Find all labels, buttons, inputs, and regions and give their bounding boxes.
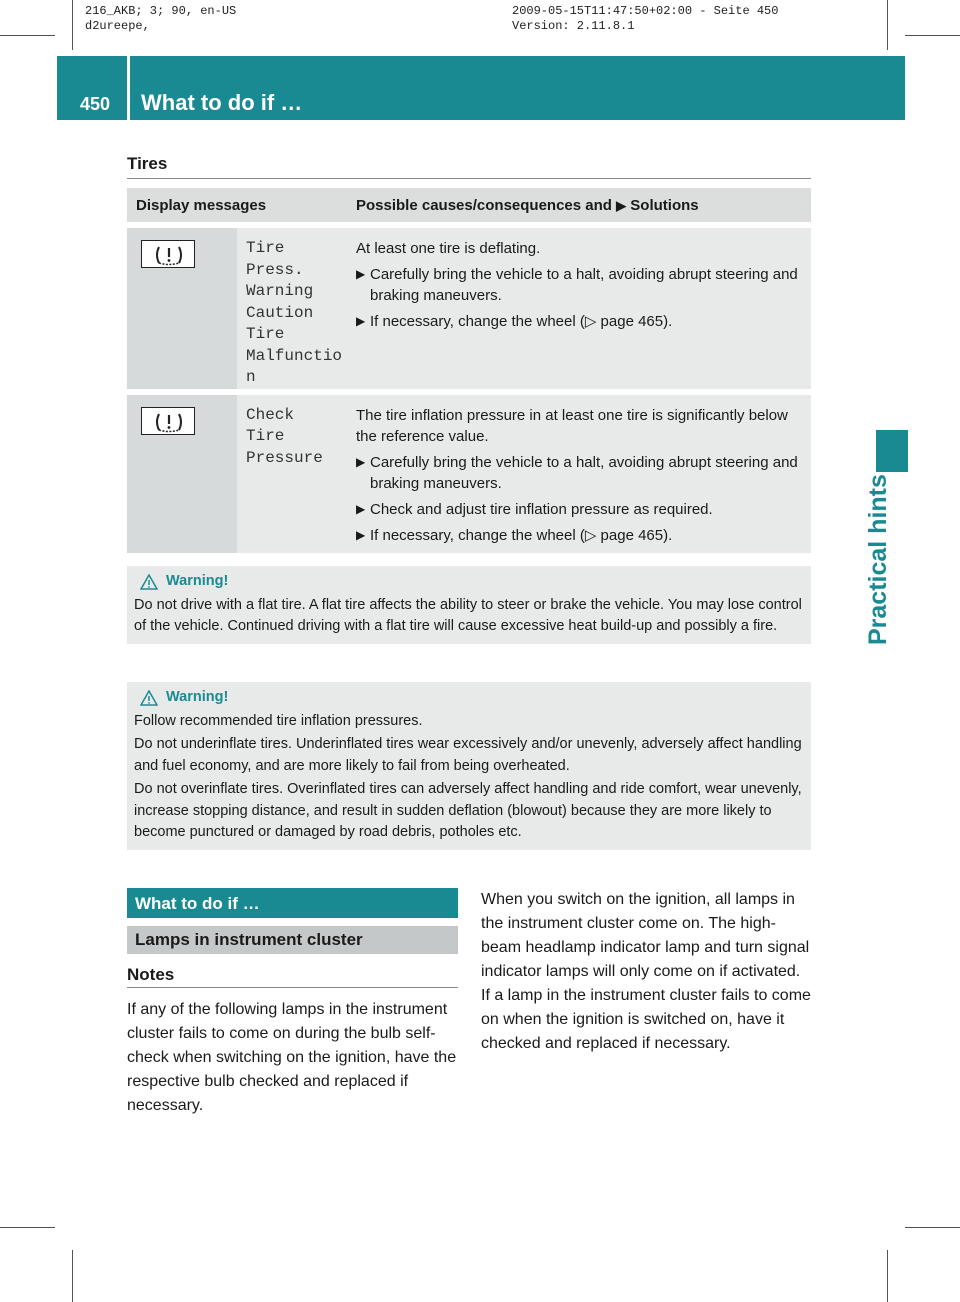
solution-step-text: Carefully bring the vehicle to a halt, avoiding abrupt steering and braking maneuvers. (370, 453, 798, 492)
column-header-display-messages-label: Display messages (136, 196, 267, 214)
table-row (127, 228, 811, 389)
table-cell-solution (347, 228, 811, 389)
cause-text: The tire inflation pressure in at least one tire is significantly below the reference value. (356, 406, 788, 445)
warning-header (134, 571, 804, 593)
warning-triangle-icon (140, 690, 158, 706)
subsection-heading-teal: What to do if … (127, 888, 458, 918)
page-title: What to do if … (141, 90, 303, 115)
crop-mark (72, 0, 73, 50)
page-number: 450 (80, 94, 111, 114)
notes-rule (127, 987, 458, 988)
table-row (127, 395, 811, 553)
section-heading: Tires (127, 154, 168, 173)
step-arrow-icon: ▶ (356, 527, 366, 542)
warning-title: Warning! (166, 689, 229, 705)
solution-step-text: If necessary, change the wheel (▷ page 465). (370, 313, 673, 330)
display-message-text: Check Tire Pressure (246, 405, 323, 467)
warning-text: Do not drive with a flat tire. A flat tire affects the ability to steer or brake the vehicle. You may lose control of the vehicle. Continued driving with a flat tire will cause excessive heat build-up and possibly a fire. (134, 596, 802, 634)
column-header-solutions-label: Solutions (630, 196, 699, 214)
solution-step (356, 525, 803, 546)
solution-arrow-icon: ▶ (616, 197, 627, 213)
solution-step (356, 264, 803, 306)
header-divider (127, 56, 130, 120)
crop-mark (887, 0, 888, 50)
subsection-heading-grey: Lamps in instrument cluster (127, 926, 458, 954)
warning-title: Warning! (166, 573, 229, 589)
table-header-row (127, 188, 811, 222)
solution-step (356, 452, 803, 494)
table-cell-icon (127, 228, 237, 389)
right-column-text: When you switch on the ignition, all lamps in the instrument cluster come on. The high-beam headlamp indicator lamp and turn signal indicator lamps will only come on if activated. If a lamp in the instrument cluster fails to come on when the ignition is switched on, have it checked and replaced if necessary. (481, 891, 811, 1052)
table-cell-solution (347, 395, 811, 553)
warning-triangle-icon (140, 574, 158, 590)
crop-mark (0, 1227, 55, 1228)
solution-step (356, 499, 803, 520)
print-meta-right (512, 4, 778, 34)
crop-mark (905, 35, 960, 36)
warning-text: Do not overinflate tires. Overinflated tires can adversely affect handling and ride comfort, wear unevenly, increase stopping distance, and result in sudden deflation (blowout) because they are more likely to become punctured or damaged by road debris, potholes etc. (134, 781, 802, 840)
print-meta-right-line2: Version: 2.11.8.1 (512, 19, 635, 33)
crop-mark (72, 1250, 73, 1302)
table-cell-icon (127, 395, 237, 553)
column-header-solutions (347, 188, 811, 222)
print-meta-left-line1: 216_AKB; 3; 90, en-US (85, 4, 237, 18)
step-arrow-icon: ▶ (356, 501, 366, 516)
tire-messages-table (127, 188, 811, 553)
column-header-causes-label: Possible causes/consequences and (356, 196, 612, 214)
warning-box (127, 682, 811, 850)
tire-pressure-warning-icon (141, 407, 195, 435)
warning-text: Follow recommended tire inflation pressures. (134, 712, 423, 729)
warning-header (134, 687, 804, 709)
solution-step-text: If necessary, change the wheel (▷ page 465). (370, 526, 673, 544)
crop-mark (0, 35, 55, 36)
step-arrow-icon: ▶ (356, 314, 366, 328)
step-arrow-icon: ▶ (356, 267, 366, 281)
warning-text: Do not underinflate tires. Underinflated tires wear excessively and/or unevenly, adversely affect handling and fuel economy, and are more likely to fail from being overheated. (134, 736, 802, 774)
step-arrow-icon: ▶ (356, 454, 366, 469)
section-rule (127, 178, 811, 179)
notes-heading: Notes (127, 965, 175, 984)
left-column-text: If any of the following lamps in the instrument cluster fails to come on during the bulb self-check when switching on the ignition, have the respective bulb checked and replaced if necessary. (127, 1001, 457, 1114)
display-message-text: Tire Press. Warning Caution Tire Malfunctio n (246, 239, 343, 386)
solution-step-text: Check and adjust tire inflation pressure as required. (370, 500, 713, 518)
crop-mark (887, 1250, 888, 1302)
print-meta-left-line2: d2ureepe, (85, 19, 150, 33)
crop-mark (905, 1227, 960, 1228)
tire-pressure-warning-icon (141, 240, 195, 268)
solution-step-text: Carefully bring the vehicle to a halt, avoiding abrupt steering and braking maneuvers. (370, 266, 798, 304)
warning-box (127, 566, 811, 644)
solution-step (356, 311, 803, 332)
column-header-display-messages (127, 188, 347, 222)
print-meta-right-line1: 2009-05-15T11:47:50+02:00 - Seite 450 (512, 4, 779, 18)
print-meta-left (85, 4, 236, 34)
table-cell-message (237, 228, 347, 389)
table-cell-message (237, 395, 347, 553)
cause-text: At least one tire is deflating. (356, 240, 541, 257)
chapter-tab-label: Practical hints (864, 474, 892, 645)
